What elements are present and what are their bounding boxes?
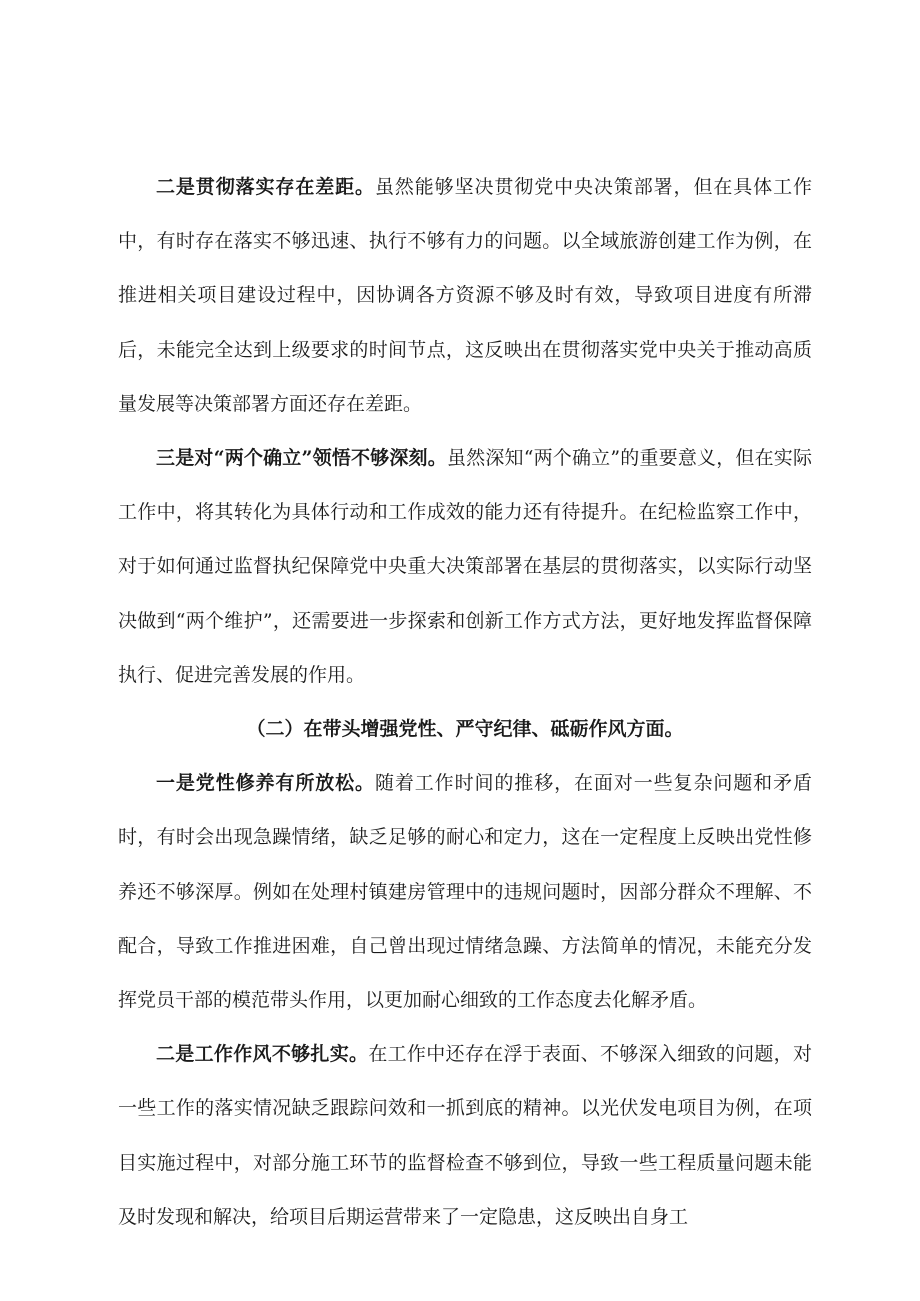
paragraph-text: 虽然能够坚决贯彻党中央决策部署，但在具体工作中，有时存在落实不够迅速、执行不够有力的问题。以全域旅游创建工作为例，在推进相关项目建设过程中，因协调各方资源不够及时有效，导致项目进度有所滞后，未能完全达到上级要求的时间节点，这反映出在贯彻落实党中央关于推动高质量发展等决策部署方面还存在差距。 — [118, 176, 812, 415]
paragraph-text: 虽然深知“两个确立”的重要意义，但在实际工作中，将其转化为具体行动和工作成效的能力还有待提升。在纪检监察工作中，对于如何通过监督执纪保障党中央重大决策部署在基层的贯彻落实，以实际行动坚决做到“两个维护”，还需要进一步探索和创新工作方式方法，更好地发挥监督保障执行、促进完善发展的作用。 — [118, 447, 813, 686]
paragraph-lead: 二是工作作风不够扎实。 — [156, 1043, 369, 1066]
paragraph-lead: 二是贯彻落实存在差距。 — [156, 176, 375, 198]
paragraph-text: 在工作中还存在浮于表面、不够深入细致的问题，对一些工作的落实情况缺乏跟踪问效和一抓到底的精神。以光伏发电项目为例，在项目实施过程中，对部分施工环节的监督检查不够到位，导致一些工程质量问题未能及时发现和解决，给项目后期运营带来了一定隐患，这反映出自身工 — [118, 1043, 812, 1228]
paragraph-implementation-gap — [118, 160, 812, 431]
paragraph-lead: 一是党性修养有所放松。 — [156, 772, 375, 795]
paragraph-two-establishes — [118, 431, 812, 702]
paragraph-lead: 三是对“两个确立”领悟不够深刻。 — [156, 447, 447, 470]
section-heading: （二）在带头增强党性、严守纪律、砥砺作风方面。 — [246, 718, 684, 741]
paragraph-work-style — [118, 1027, 812, 1244]
document-page — [118, 160, 812, 1244]
paragraph-party-spirit — [118, 756, 812, 1027]
paragraph-text: 随着工作时间的推移，在面对一些复杂问题和矛盾时，有时会出现急躁情绪，缺乏足够的耐心和定力，这在一定程度上反映出党性修养还不够深厚。例如在处理村镇建房管理中的违规问题时，因部分群众不理解、不配合，导致工作推进困难，自己曾出现过情绪急躁、方法简单的情况，未能充分发挥党员干部的模范带头作用，以更加耐心细致的工作态度去化解矛盾。 — [118, 772, 812, 1012]
